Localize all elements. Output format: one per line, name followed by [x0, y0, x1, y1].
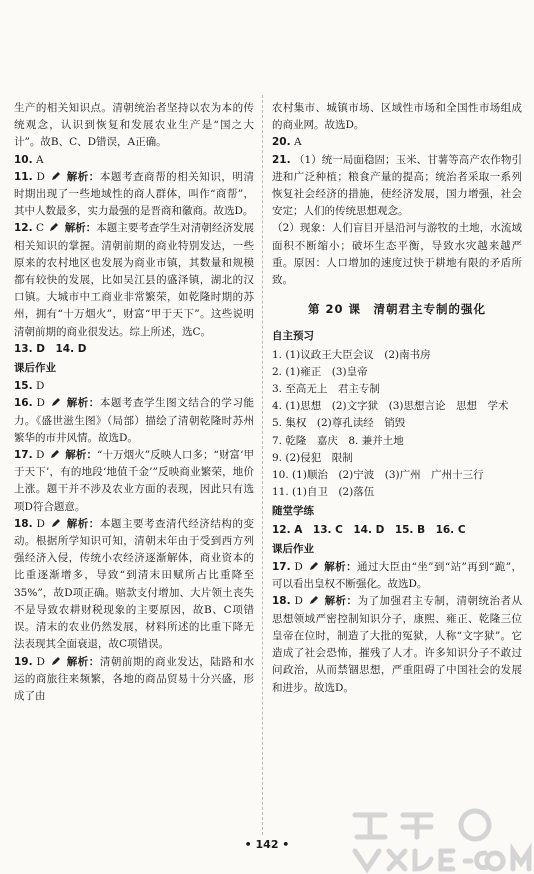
- list-item: 7. 乾隆 嘉庆 8. 兼并土地: [272, 434, 404, 447]
- pen-icon: [51, 171, 61, 181]
- answer-17-right: 17. D 解析：通过大臣由“坐”到“站”再到“跪”，可以看出皇权不断强化。故选D。: [272, 561, 523, 591]
- answer-21-part2: （2）现象：人们盲目开垦沿河与游牧的土地，水流域面积不断缩小；破坏生态平衡，导致水灾越来越严重。原因：人口增加的速度过快于耕地有限的矛盾所致。: [272, 222, 522, 287]
- pen-icon: [51, 518, 61, 528]
- self-study-list: [272, 347, 522, 502]
- pen-icon: [51, 397, 61, 407]
- section-self-study: 自主预习: [272, 330, 314, 343]
- answer-15: 15. D: [14, 380, 45, 393]
- list-item: 5. 集权 (2)尊孔读经 销毁: [272, 417, 406, 430]
- answer-11: 11. D 解析：本题考查商帮的相关知识，明清时期出现了一些地域性的商人群体，叫作“商帮”，其中人数最多，实力最强的是晋商和徽商。故选D。: [14, 170, 255, 218]
- list-item: 11. (1)自卫 (2)落伍: [272, 486, 375, 499]
- column-divider: [262, 95, 263, 835]
- section-after-class: 课后作业: [14, 362, 56, 375]
- list-item: 9. (2)侵犯 限制: [272, 451, 353, 464]
- left-column: [14, 100, 254, 705]
- answer-21-part1: 21. （1）统一局面稳固；玉米、甘薯等高产农作物引进和广泛种植；粮食产量的提高；统治者采取一系列恢复社会经济的措施，使经济发展，国力增强，社会安定；人们的传统思想观念。: [272, 153, 522, 218]
- watermark-logo: [345, 803, 534, 873]
- section-homework: 课后作业: [272, 542, 314, 555]
- pen-icon: [309, 595, 319, 605]
- pen-icon: [309, 561, 319, 571]
- pen-icon: [49, 222, 59, 232]
- pen-icon: [50, 449, 60, 459]
- answer-19: 19. D 解析：清朝前期的商业发达，陆路和水运的商旅往来频繁，各地的商品贸易十分兴盛，形成了由: [14, 655, 255, 702]
- right-top-paragraph: 农村集市、城镇市场、区域性市场和全国性市场组成的商业网。故选D。: [272, 102, 522, 132]
- page-number: • 142 •: [244, 838, 290, 851]
- answer-13-14: 13. D 14. D: [14, 342, 87, 355]
- list-item: 2. (1)雍正 (3)皇帝: [272, 365, 368, 378]
- answer-16: 16. D 解析：本题考查学生图文结合的学习能力。《盛世滋生图》（局部）描绘了清朝乾隆时苏州繁华的市井风情。故选D。: [14, 397, 255, 444]
- pen-icon: [51, 656, 61, 666]
- list-item: 3. 至高无上 君主专制: [272, 383, 380, 396]
- answers-12-16: 12. A 13. C 14. D 15. B 16. C: [272, 523, 466, 536]
- section-in-class-practice: 随堂学练: [272, 505, 314, 518]
- answer-18: 18. D 解析：本题主要考查清代经济结构的变动。根据所学知识可知，清朝末年由于受到西方列强经济入侵，传统小农经济逐渐解体，商业资本的比重逐渐增多，导致“到清末田赋所占比重降至35%”，故D项正确。赔款支付增加、大片领土丧失不是导致农耕财税现象的主要原因，故B、C项错误。清末的农业仍然发展，材料所述的比重下降无法表现其全面衰退，故C项错误。: [14, 517, 255, 651]
- answer-12: 12. C 解析：本题主要考查学生对清朝经济发展相关知识的掌握。清朝前期的商业特别发达，一些原来的农村地区也发展为商业市镇，其数量和规模都有较快的发展，比如吴江县的盛泽镇，湖北的汉口镇。大城市中工商业非常繁荣，如乾隆时期的苏州，拥有“十万烟火”，财富“甲于天下”。这些说明清朝前期的商业很发达。综上所述，选C。: [14, 222, 254, 338]
- right-column: [272, 100, 522, 697]
- list-item: 4. (1)思想 (2)文字狱 (3)思想言论 思想 学术: [272, 400, 509, 413]
- lesson-title: 第 20 课 清朝君主专制的强化: [307, 302, 486, 317]
- answer-20: 20. A: [272, 136, 302, 149]
- answer-18-right: 18. D 解析：为了加强君主专制，清朝统治者从思想领域严密控制知识分子，康熙、雍正、乾隆三位皇帝在位时，制造了大批的冤狱，人称“文字狱”。它造成了社会恐怖，摧残了人才。许多知识分子不敢过问政治，从而禁锢思想，严重阻碍了中国社会的发展和进步。故选D。: [272, 595, 523, 694]
- list-item: 10. (1)顺治 (2)宁波 (3)广州 广州十三行: [272, 469, 484, 482]
- left-top-paragraph: 生产的相关知识点。清朝统治者坚持以农为本的传统观念，认识到恢复和发展农业生产是“国之大计”。故B、C、D错误，A正确。: [14, 102, 254, 149]
- list-item: 1. (1)议政王大臣会议 (2)南书房: [272, 348, 431, 361]
- answer-10: 10. A: [14, 153, 44, 166]
- answer-17: 17. D 解析：“十万烟火”反映人口多；“财富‘甲于天下’，有的地段‘地值千金’”反映商业繁荣，地价上涨。题干并不涉及农业方面的表现，因此只有选项D符合题意。: [14, 449, 255, 513]
